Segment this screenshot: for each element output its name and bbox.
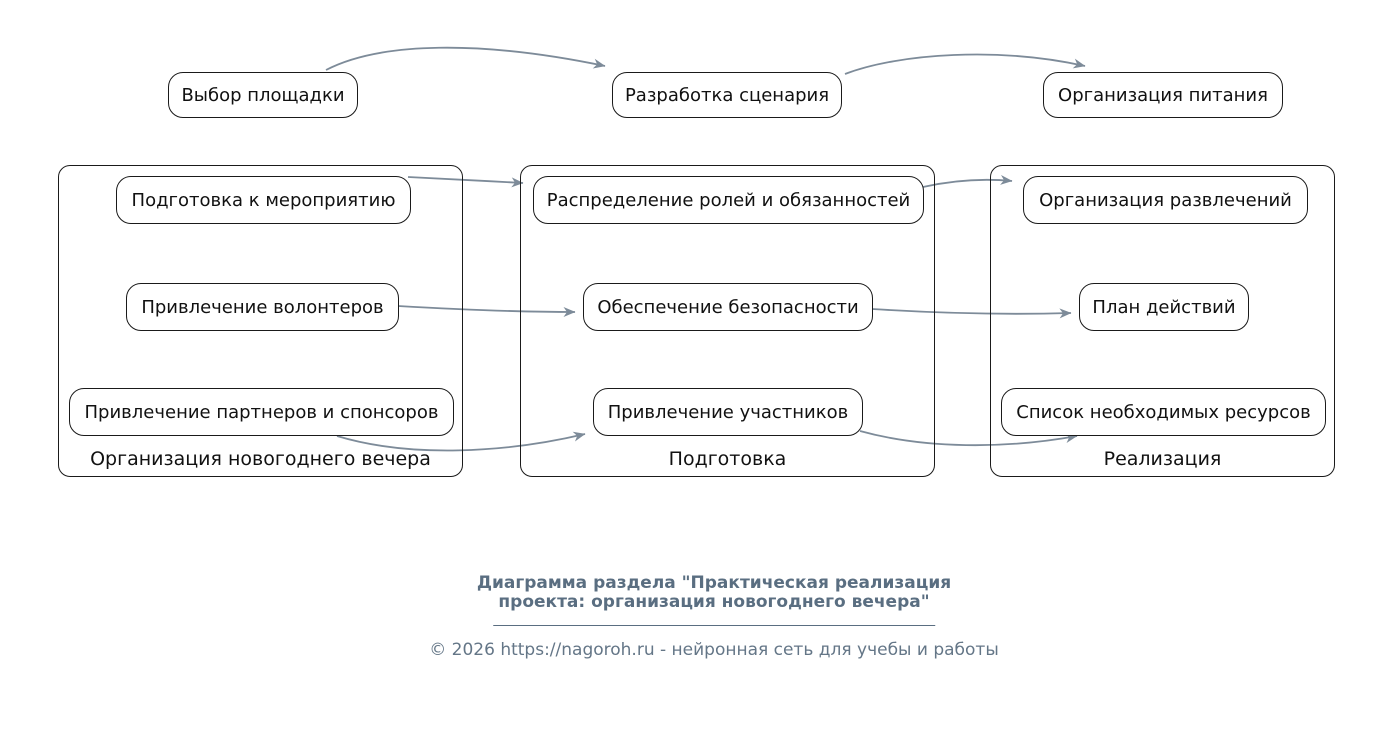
node-raspredelenie-rolej: Распределение ролей и обязанностей <box>533 176 924 224</box>
node-privlechenie-partnerov: Привлечение партнеров и спонсоров <box>69 388 454 436</box>
node-plan-dejstvij: План действий <box>1079 283 1249 331</box>
node-obespechenie-bezopasnosti: Обеспечение безопасности <box>583 283 873 331</box>
node-razrabotka-scenariya: Разработка сценария <box>612 72 842 118</box>
node-privlechenie-volonterov: Привлечение волонтеров <box>126 283 399 331</box>
node-spisok-resursov: Список необходимых ресурсов <box>1001 388 1326 436</box>
footer <box>429 574 999 660</box>
edge-vybor-to-razrabotka <box>326 48 605 70</box>
group-organizaciya-vechera <box>58 165 463 477</box>
group-podgotovka <box>520 165 935 477</box>
node-organizaciya-razvlechenij: Организация развлечений <box>1023 176 1308 224</box>
node-vybor-ploshchadki: Выбор площадки <box>168 72 358 118</box>
footer-title-line1: Диаграмма раздела "Практическая реализация <box>476 573 952 593</box>
group-label-realizaciya: Реализация <box>1103 448 1222 470</box>
group-realizaciya <box>990 165 1335 477</box>
footer-divider <box>493 625 935 626</box>
node-organizaciya-pitaniya: Организация питания <box>1043 72 1283 118</box>
edge-razrabotka-to-pitanie <box>845 55 1085 74</box>
footer-title-line2: проекта: организация новогоднего вечера" <box>498 592 930 612</box>
group-label-podgotovka: Подготовка <box>668 448 787 470</box>
group-label-organizaciya-vechera: Организация новогоднего вечера <box>90 448 431 470</box>
footer-copyright: © 2026 https://nagoroh.ru - нейронная сеть для учебы и работы <box>429 640 999 660</box>
node-privlechenie-uchastnikov: Привлечение участников <box>593 388 863 436</box>
node-podgotovka-k-meropriyatiyu: Подготовка к мероприятию <box>116 176 411 224</box>
